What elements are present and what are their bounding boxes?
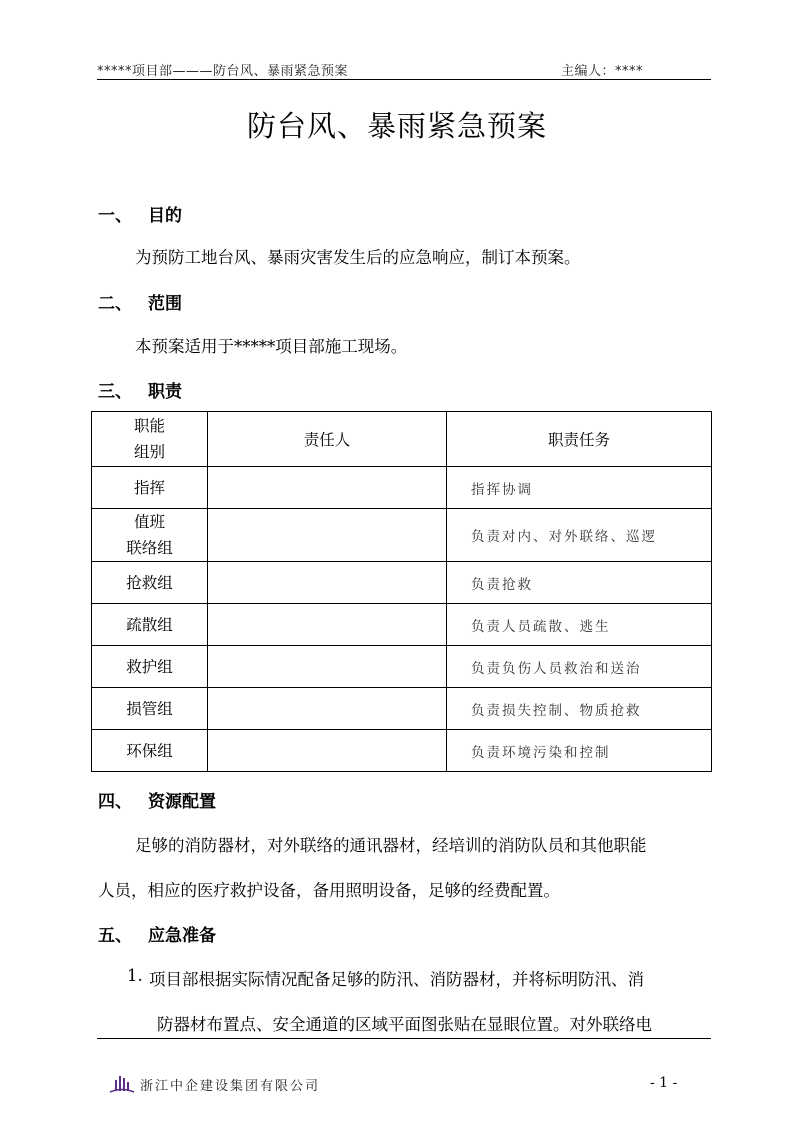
- group-cell: 损管组: [92, 688, 208, 730]
- person-cell: [208, 562, 447, 604]
- header-cell-group: [92, 412, 208, 467]
- task-cell: 负责人员疏散、逃生: [447, 604, 712, 646]
- section-number: 二、: [98, 294, 132, 314]
- task-cell: 负责损失控制、物质抢救: [447, 688, 712, 730]
- header-rule: [97, 79, 711, 80]
- table-row: [92, 688, 712, 730]
- header-project-title: *****项目部———防台风、暴雨紧急预案: [97, 64, 349, 79]
- person-cell: [208, 688, 447, 730]
- section-number: 四、: [98, 792, 132, 812]
- group-cell: 指挥: [92, 467, 208, 509]
- table-row: [92, 730, 712, 772]
- page-number: - 1 -: [650, 1075, 678, 1091]
- list-item-number: 1.: [127, 966, 143, 985]
- section-heading-purpose: [98, 201, 182, 226]
- table-row: [92, 509, 712, 562]
- section-heading-resources: [98, 787, 216, 812]
- company-logo-icon: [109, 1074, 135, 1096]
- group-cell: [92, 509, 208, 562]
- group-line2: 联络组: [126, 539, 173, 557]
- scope-paragraph: 本预案适用于*****项目部施工现场。: [135, 337, 408, 356]
- table-row: [92, 604, 712, 646]
- person-cell: [208, 467, 447, 509]
- section-number: 一、: [98, 206, 132, 226]
- resources-line-1: 足够的消防器材，对外联络的通讯器材，经培训的消防队员和其他职能: [135, 836, 647, 855]
- group-line1: 值班: [133, 513, 165, 531]
- section-title: 资源配置: [148, 792, 216, 812]
- group-cell: 环保组: [92, 730, 208, 772]
- page-header: [97, 58, 711, 78]
- table-header-row: [92, 412, 712, 467]
- table-row: [92, 646, 712, 688]
- header-cell-task: 职责任务: [447, 412, 712, 467]
- section-title: 应急准备: [148, 926, 216, 946]
- header-editor: 主编人：****: [561, 64, 644, 79]
- person-cell: [208, 646, 447, 688]
- purpose-paragraph: 为预防工地台风、暴雨灾害发生后的应急响应，制订本预案。: [135, 248, 581, 267]
- group-cell: 疏散组: [92, 604, 208, 646]
- section-title: 范围: [148, 294, 182, 314]
- table-row: [92, 562, 712, 604]
- list-item-line-1: 项目部根据实际情况配备足够的防汛、消防器材，并将标明防汛、消: [149, 970, 644, 989]
- task-cell: 负责负伤人员救治和送治: [447, 646, 712, 688]
- group-cell: 抢救组: [92, 562, 208, 604]
- section-title: 目的: [148, 206, 182, 226]
- section-heading-scope: [98, 289, 182, 314]
- section-heading-duties: [98, 377, 182, 402]
- footer-company-name: 浙江中企建设集团有限公司: [140, 1079, 321, 1094]
- footer-rule: [97, 1038, 711, 1039]
- task-cell: 指挥协调: [447, 467, 712, 509]
- person-cell: [208, 604, 447, 646]
- task-cell: 负责环境污染和控制: [447, 730, 712, 772]
- person-cell: [208, 730, 447, 772]
- section-title: 职责: [148, 382, 182, 402]
- list-item-line-2: 防器材布置点、安全通道的区域平面图张贴在显眼位置。对外联络电: [157, 1015, 652, 1034]
- section-heading-preparation: [98, 921, 216, 946]
- section-number: 三、: [98, 382, 132, 402]
- section-number: 五、: [98, 926, 132, 946]
- header-group-line2: 组别: [133, 443, 165, 461]
- header-cell-person: 责任人: [208, 412, 447, 467]
- duties-table: [91, 411, 712, 772]
- header-group-line1: 职能: [133, 417, 165, 435]
- document-title: 防台风、暴雨紧急预案: [246, 109, 547, 143]
- task-cell: 负责对内、对外联络、巡逻: [447, 509, 712, 562]
- resources-line-2: 人员，相应的医疗救护设备，备用照明设备，足够的经费配置。: [98, 881, 560, 900]
- person-cell: [208, 509, 447, 562]
- task-cell: 负责抢救: [447, 562, 712, 604]
- table-row: [92, 467, 712, 509]
- group-cell: 救护组: [92, 646, 208, 688]
